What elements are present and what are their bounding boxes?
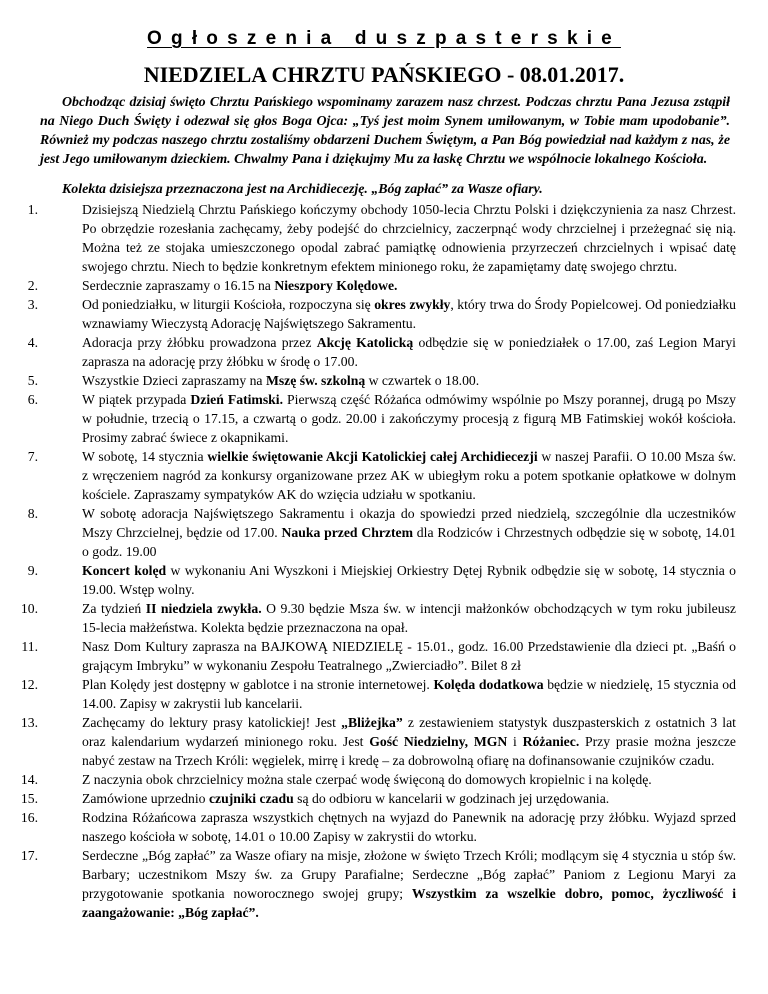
announcement-emphasis: Kolęda dodatkowa [433,677,544,692]
announcement-emphasis: „Bliżejka” [341,715,403,730]
announcement-text: Zamówione uprzednio [82,791,209,806]
announcement-text: Adoracja przy żłóbku prowadzona przez [82,335,317,350]
announcement-item [27,390,736,447]
announcement-number: 15. [20,791,38,806]
announcement-item [20,675,736,713]
announcement-item [27,504,737,561]
announcement-item [20,846,736,922]
collection-note: Kolekta dzisiejsza przeznaczona jest na Archidiecezję. „Bóg zapłać” za Wasze ofiary. [62,182,543,197]
announcement-item [27,447,736,504]
announcement-number: 16. [20,810,38,825]
announcement-text: dla Rodziców i Chrzestnych odbędzie się w sobotę, 14.01 o godz. 19.00 [82,525,737,559]
announcement-item [27,295,737,333]
announcement-number: 14. [20,772,38,787]
announcement-emphasis: Mszę św. szkolną [265,373,366,388]
announcement-number: 4. [27,335,38,350]
announcement-text: w wykonaniu Ani Wyszkoni i Miejskiej Orkiestry Dętej Rybnik odbędzie się w sobotę, 14 stycznia o 19.00. Wstęp wolny. [82,563,736,597]
announcement-item [20,789,736,808]
announcement-text: w czwartek o 18.00. [365,373,480,388]
announcement-text: są do odbioru w kancelarii w godzinach jej urzędowania. [293,791,610,806]
announcement-text: Plan Kolędy jest dostępny w gablotce i na stronie internetowej. [82,677,434,692]
announcement-number: 7. [27,449,38,464]
announcement-text: Rodzina Różańcowa zaprasza wszystkich chętnych na wyjazd do Panewnik na adorację przy żłóbku. Wyjazd sprzed naszego kościoła w sobotę, 14.01 o 10.00 Zapisy w zakrystii do wtorku. [82,810,736,844]
announcement-text: Od poniedziałku, w liturgii Kościoła, rozpoczyna się [82,297,375,312]
announcement-text: z zestawieniem statystyk duszpasterskich z ostatnich 3 lat oraz kalendarium wydarzeń minionego roku. Jest [82,715,736,749]
announcement-text: Serdecznie zapraszamy o 16.15 na [82,278,275,293]
announcement-text: będzie w niedzielę, 15 stycznia od 14.00. Zapisy w zakrystii lub kancelarii. [82,677,736,711]
page-header: Ogłoszenia duszpasterskie [147,28,621,49]
announcement-text: W sobotę, 14 stycznia [82,449,208,464]
announcement-number: 3. [27,297,38,312]
announcement-number: 17. [20,848,38,863]
announcement-text: , który trwa do Środy Popielcowej. Od poniedziałku wznawiamy Wieczystą Adorację Najświętszego Sakramentu. [82,297,737,331]
announcement-text: Zachęcamy do lektury prasy katolickiej! Jest [82,715,342,730]
announcement-number: 8. [27,506,38,521]
announcement-number: 1. [27,202,38,217]
announcement-emphasis: Wszystkim za wszelkie dobro, pomoc, życzliwość i zaangażowanie: „Bóg zapłać”. [82,886,736,920]
announcement-text: Dzisiejszą Niedzielą Chrztu Pańskiego kończymy obchody 1050-lecia Chrztu Polski i dziękczynienia za nasz Chrzest. Po obrzędzie rozesłania zachęcamy, żeby podejść do chrzcielnicy, zaczerpnąć wody chrzcielnej i przeżegnać się nią. Można też ze stojaka umieszczonego opodal zabrać pamiątkę odnowienia przyrzeczeń chrzcielnych i wpisać datę swojego chrztu. Niech to będzie konkretnym efektem minionego roku, że zapamiętamy datę swojego chrztu. [82,202,736,274]
announcement-item [21,637,736,675]
announcement-item [27,371,736,390]
announcement-text: Wszystkie Dzieci zapraszamy na [82,373,266,388]
page-title: NIEDZIELA CHRZTU PAŃSKIEGO - 08.01.2017. [143,62,625,87]
announcement-item [20,713,736,770]
announcement-text: w naszej Parafii. O 10.00 Msza św. z wręczeniem nagród za konkursy organizowane przez AK w ubiegłym roku a potem spotkanie opłatkowe w dolnym kościele. Zapraszamy sympatyków AK do wzięcia udziału w spotkaniu. [82,449,736,502]
announcement-item [27,200,736,276]
announcement-emphasis: okres zwykły [374,297,451,312]
announcement-number: 13. [20,715,38,730]
announcement-number: 10. [20,601,38,616]
announcement-emphasis: Nieszpory Kolędowe. [274,278,398,293]
announcement-text: Nasz Dom Kultury zaprasza na BAJKOWĄ NIEDZIELĘ - 15.01., godz. 16.00 Przedstawienie dla dzieci pt. „Baśń o grającym Imbryku” w wykonaniu Zespołu Teatralnego „Zwierciadło”. Bilet 8 zł [82,639,736,673]
announcement-emphasis: Koncert kolęd [82,563,167,578]
announcement-item [20,599,736,637]
announcement-item [20,770,736,789]
announcement-item [27,333,736,371]
announcement-number: 2. [27,278,38,293]
announcement-text: Za tydzień [82,601,146,616]
announcement-item [20,808,736,846]
announcement-emphasis: II niedziela zwykła. [145,601,262,616]
announcement-emphasis: Gość Niedzielny, MGN [369,734,508,749]
announcements-list [20,200,737,922]
announcement-text: Serdeczne „Bóg zapłać” za Wasze ofiary na misje, złożone w święto Trzech Króli; modlącym się 4 stycznia u stóp św. Barbary; uczestnikom Mszy św. za Grupy Parafialne; Serdeczne „Bóg zapłać” Paniom z Legionu Maryi za przygotowanie spotkania noworocznego swojej grupy; [82,848,736,901]
announcement-item [27,561,736,599]
announcement-text: W sobotę adoracja Najświętszego Sakramentu i okazja do spowiedzi przed niedzielą, szczególnie dla uczestników Mszy Chrzcielnej, będzie od 17.00. [82,506,736,540]
announcement-emphasis: Akcję Katolicką [316,335,414,350]
announcement-number: 6. [27,392,38,407]
announcement-number: 11. [21,639,38,654]
announcement-text: O 9.30 będzie Msza św. w intencji małżonków obchodzących w tym roku jubileusz 15-lecia małżeństwa. Kolekta będzie przeznaczona na opał. [82,601,736,635]
announcement-emphasis: Różaniec. [522,734,580,749]
announcement-text: i [507,734,523,749]
announcement-text: Przy prasie można jeszcze nabyć zestaw na Trzech Króli: węgielek, mirrę i kredę – za dobrowolną ofiarę na dofinansowanie czujników czadu. [82,734,736,768]
announcement-number: 9. [27,563,38,578]
announcement-emphasis: Nauka przed Chrztem [281,525,414,540]
announcement-text: odbędzie się w poniedziałek o 17.00, zaś Legion Maryi zaprasza na adorację przy żłóbku w środę o 17.00. [82,335,736,369]
announcement-emphasis: wielkie świętowanie Akcji Katolickiej całej Archidiecezji [207,449,538,464]
announcement-item [27,276,736,295]
announcement-text: W piątek przypada [82,392,191,407]
announcement-emphasis: czujniki czadu [208,791,294,806]
announcement-emphasis: Dzień Fatimski. [190,392,283,407]
intro-paragraph: Obchodząc dzisiaj święto Chrztu Pańskiego wspominamy zarazem nasz chrzest. Podczas chrztu Pana Jezusa zstąpił na Niego Duch Święty i odezwał się głos Boga Ojca: „Tyś jest moim Synem umiłowanym, w Tobie mam upodobanie”. Również my podczas naszego chrztu zostaliśmy obdarzeni Duchem Świętym, a Pan Bóg powiedział nad każdym z nas, że jest Jego umiłowanym dzieckiem. Chwalmy Pana i dziękujmy Mu za łaskę Chrztu we wspólnocie lokalnego Kościoła. [40,95,730,167]
announcement-number: 12. [20,677,38,692]
announcement-text: Pierwszą część Różańca odmówimy wspólnie po Mszy porannej, drugą po Mszy w południe, trzecią o 17.15, a czwartą o godz. 20.00 i zakończymy procesją z figurą MB Fatimskiej wokół kościoła. Prosimy zabrać świece z okapnikami. [82,392,736,445]
announcement-text: Z naczynia obok chrzcielnicy można stale czerpać wodę święconą do domowych kropielnic i na kolędę. [82,772,652,787]
announcement-number: 5. [27,373,38,388]
